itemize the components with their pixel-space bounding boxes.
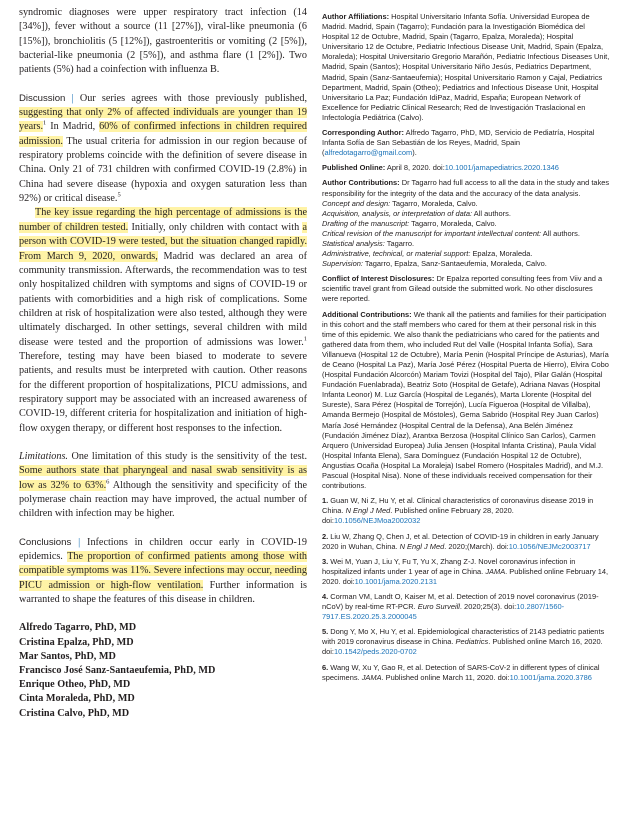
conclusions-highlight: The proportion of confirmed patients among those with compatible symptoms was 11%. Severe infections may occur, needing PICU admission or high-flow ventilation. bbox=[19, 551, 307, 591]
published-label: Published Online: bbox=[322, 163, 386, 173]
corresponding-text: Alfredo Tagarro, PhD, MD, Servicio de Pediatría, Hospital Infanta Sofía de San Sebastián de los Reyes, Madrid, Spain ( bbox=[322, 128, 595, 158]
discussion-separator: | bbox=[71, 92, 74, 104]
reference-item bbox=[322, 663, 610, 683]
conflict-label: Conflict of Interest Disclosures: bbox=[322, 274, 435, 284]
contribution-item bbox=[322, 229, 610, 239]
testing-highlight-2: a person with COVID-19 were tested, but the situation changed rapidly. From March 9, 2020, onwards, bbox=[19, 221, 308, 262]
contribution-names: All authors. bbox=[541, 228, 580, 238]
contribution-names: Epalza, Moraleda. bbox=[470, 249, 533, 259]
conclusions-heading: Conclusions bbox=[19, 536, 72, 548]
author-name: Enrique Otheo, PhD, MD bbox=[19, 679, 131, 691]
testing-highlight-1: The key issue regarding the high percentage of admissions is the number of children tested. bbox=[19, 207, 307, 233]
reference-journal: N Engl J Med bbox=[345, 506, 391, 516]
limitations-highlight: Some authors state that pharyngeal and nasal swab sensitivity is as low as 32% to 63%. bbox=[19, 465, 307, 491]
reference-list bbox=[322, 496, 610, 683]
contributions-label: Author Contributions: bbox=[322, 178, 400, 188]
affiliations-text: Hospital Universitario Infanta Sofía. Universidad Europea de Madrid. Madrid, Spain (Tagarro); Fundación para la Investigación Biomédica del Hospital 12 de Octubre, Madrid, Spain (Tagarro, Epalza, Moraleda); Hospital Universitario 12 de Octubre, Pediatric Infectious Disease Unit, Madrid, Spain (Epalza, Moraleda); Hospital Universitario Gregorio Marañón, Pediatric Infectious Diseases Unit, Madrid, Spain (Santos); Hospital Universitario Niño Jesús, Pediatrics Department, Madrid, Spain (Sanz-Santaeufemia); Hospital Universitario Ramon y Cajal, Pediatrics Department, Madrid, Spain (Otheo); Pediatrics and Infectious Disease Unit, Hospital Universitario La Paz; Fundación IdiPaz, Madrid, España; European Network of Excellence for Pediatric Clinical Research; Red de Investigación Traslacional en Infectología Pediátrica (Calvo). bbox=[322, 12, 610, 122]
author-affiliations bbox=[322, 12, 610, 123]
corresponding-author bbox=[322, 128, 610, 158]
author-name: Francisco José Sanz-Santaeufemia, PhD, MD bbox=[19, 665, 216, 677]
reference-number: 4. bbox=[322, 591, 329, 601]
citation-sup: 1 bbox=[43, 120, 47, 128]
reference-text: Corman VM, Landt O, Kaiser M, et al. Detection of 2019 novel coronavirus (2019-nCoV) by real-time RT-PCR. bbox=[322, 591, 599, 612]
contribution-role: Acquisition, analysis, or interpretation of data: bbox=[322, 208, 473, 218]
limitations-text-2: Although the sensitivity and specificity of the polymerase chain reaction may have improved, the actual number of children with infection may be higher. bbox=[19, 479, 308, 520]
additional-label: Additional Contributions: bbox=[322, 309, 412, 319]
reference-number: 3. bbox=[322, 556, 329, 566]
contribution-item bbox=[322, 249, 610, 259]
author-name: Mar Santos, PhD, MD bbox=[19, 650, 116, 662]
reference-item bbox=[322, 627, 610, 657]
reference-item bbox=[322, 496, 610, 526]
reference-item bbox=[322, 592, 610, 622]
reference-journal: Euro Surveill bbox=[417, 602, 460, 612]
author-contributions bbox=[322, 178, 610, 269]
reference-text: . Published online March 11, 2020. doi: bbox=[381, 672, 510, 682]
contribution-item bbox=[322, 199, 610, 209]
contribution-role: Administrative, technical, or material support: bbox=[322, 249, 471, 259]
reference-journal: JAMA bbox=[361, 672, 382, 682]
testing-paragraph bbox=[19, 206, 307, 436]
additional-contributions bbox=[322, 310, 610, 492]
reference-text: Guan W, Ni Z, Hu Y, et al. Clinical characteristics of coronavirus disease 2019 in China. bbox=[322, 496, 594, 516]
discussion-highlight-1: suggesting that only 2% of affected individuals are younger than 19 years. bbox=[19, 107, 307, 133]
testing-text-2: Madrid was declared an area of community transmission. Afterwards, the recommendation was to test only hospitalized children with symptoms and signs of COVID-19 or patients with comorbidities and a high risk of complications. Some children at risk of hospitalization were also tested, although they were ultimately discharged. In other settings, several children with mild disease were tested and the proportion of admissions was lower. bbox=[19, 250, 308, 348]
citation-sup: 6 bbox=[106, 478, 110, 486]
contribution-item bbox=[322, 259, 610, 269]
reference-doi-link[interactable]: 10.1056/NEJMoa2002032 bbox=[334, 516, 421, 526]
discussion-highlight-2: 60% of confirmed infections in children required admission. bbox=[19, 121, 307, 147]
conflict-disclosures bbox=[322, 274, 610, 304]
contribution-names: All authors. bbox=[472, 208, 511, 218]
reference-doi-link[interactable]: 10.1056/NEJMc2003717 bbox=[508, 541, 591, 551]
contribution-role: Supervision: bbox=[322, 259, 363, 269]
reference-doi-link[interactable]: 10.1001/jama.2020.3786 bbox=[509, 672, 592, 682]
limitations-heading: Limitations. bbox=[19, 450, 68, 462]
published-text: April 8, 2020. doi: bbox=[385, 163, 445, 173]
author-name: Cinta Moraleda, PhD, MD bbox=[19, 693, 135, 705]
contribution-role: Concept and design: bbox=[322, 198, 391, 208]
reference-item bbox=[322, 557, 610, 587]
conflict-text: Dr Epalza reported consulting fees from Viiv and a scientific travel grant from Gilead outside the submitted work. No other disclosures were reported. bbox=[322, 274, 603, 304]
affiliations-label: Author Affiliations: bbox=[322, 12, 390, 21]
reference-text: . Published online February 28, 2020. doi: bbox=[322, 506, 514, 526]
conclusions-paragraph bbox=[19, 536, 307, 608]
testing-text-3: Therefore, testing may have been biased to moderate to severe patients, and results must be interpreted with caution. Other reasons for the different proportion of hospitalizations, PICU admissions, and respiratory support may be associated with an increased awareness of COVID-19, different criteria for hospitalization and initiation of high-flow oxygen therapy, or different host responses to the infection. bbox=[19, 350, 307, 434]
discussion-text-1: Our series agrees with those previously published, bbox=[73, 92, 308, 104]
reference-text: . 2020;25(3). doi: bbox=[459, 602, 517, 612]
reference-text: . Published online March 16, 2020. doi: bbox=[322, 637, 603, 657]
reference-item bbox=[322, 532, 610, 552]
limitations-text-1: One limitation of this study is the sensitivity of the test. bbox=[67, 450, 307, 462]
contribution-role: Statistical analysis: bbox=[322, 238, 385, 248]
author-name: Alfredo Tagarro, PhD, MD bbox=[19, 622, 137, 634]
reference-number: 6. bbox=[322, 662, 329, 672]
additional-text: We thank all the patients and families for their participation in this cohort and the staff members who cared for them at their personal risk in this time of this epidemic. We also thank the pediatricians who cared for the patients and gathered data from them, who included Rut del Valle (Hospital Infanta Sofía), Sara Villanueva (Hospital 12 de Octubre), María Penin (Hospital Príncipe de Asturias), María de Ceano (Hospital La Paz), María José Pérez (Hospital Puerta de Hierro), Elvira Cobo (Hospital Fundación Alcorcón) Mariam Tovizi (Hospital del Tajo), Pilar Galán (Hospital Fundación Fuenlabrada), Beatriz Soto (Hospital de Getafe), Adriana Navas (Hospital Infanta Leonor) M. Luz García (Hospital de Leganés), Marta Llorente (Hospital del Sureste), Sara Pérez (Hospital de Torrejón), Lucía Figueroa (Hospital de Villalba), Amanda Bermejo (Hospital de Móstoles), Gema Sabrido (Hospital Rey Juan Carlos) María José Hernández (Hospital Central de la Defensa), Ana Belén Jiménez (Fundación Jiménez Díaz), Arantxa Berzosa (Hospital Clínico San Carlos), Carmen Arquero (Universidad Europea) Julia Jensen (Hospital Infanta Cristina), Paula Vidal (Hospital Infanta Elena), Sara Domínguez (Fundación Hospital 12 de Octubre), Angustias Ocaña (Hospital La Moraleja) Isabel Romero (Hospitales Madrid), and M.J. Pascual (Hospital Nisa). None of these individuals received compensation for their contributions. bbox=[322, 309, 609, 491]
left-column bbox=[19, 6, 307, 721]
discussion-text-3: The usual criteria for admission in our region because of respiratory problems coincide with the definition of severe disease in China. Only 21 of 731 children with confirmed COVID-19 (2.8%) in China had severe disease (hypoxia and oxygen saturation less than 92%) or critical disease. bbox=[19, 135, 307, 205]
reference-number: 5. bbox=[322, 627, 329, 637]
reference-number: 2. bbox=[322, 531, 329, 541]
conclusions-text-1: Infections in children occur early in COVID-19 epidemics. bbox=[19, 536, 308, 563]
published-online bbox=[322, 163, 610, 173]
reference-text: . 2020;(March). doi: bbox=[444, 541, 509, 551]
citation-sup: 5 bbox=[117, 191, 121, 199]
reference-text: Wang W, Xu Y, Gao R, et al. Detection of SARS-CoV-2 in different types of clinical specimens. bbox=[322, 662, 600, 682]
reference-text: Liu W, Zhang Q, Chen J, et al. Detection of COVID-19 in children in early January 2020 in Wuhan, China. bbox=[322, 531, 599, 551]
contribution-item bbox=[322, 219, 610, 229]
citation-sup: 1 bbox=[303, 335, 307, 343]
contribution-names: Tagarro, Moraleda, Calvo. bbox=[409, 218, 497, 228]
reference-journal: Pediatrics bbox=[455, 637, 489, 647]
author-name: Cristina Epalza, PhD, MD bbox=[19, 636, 134, 648]
right-column bbox=[322, 12, 610, 688]
discussion-paragraph bbox=[19, 92, 307, 207]
contribution-role: Drafting of the manuscript: bbox=[322, 218, 410, 228]
conclusions-text-2: Further information is warranted to shape the features of this disease in children. bbox=[19, 579, 307, 606]
reference-text: Dong Y, Mo X, Hu Y, et al. Epidemiological characteristics of 2143 pediatric patients with 2019 coronavirus disease in China. bbox=[322, 627, 605, 647]
limitations-paragraph bbox=[19, 450, 307, 522]
reference-text: . Published online February 14, 2020. doi: bbox=[322, 566, 609, 586]
discussion-heading: Discussion bbox=[19, 92, 66, 104]
reference-journal: N Engl J Med bbox=[399, 541, 445, 551]
testing-text-1: Initially, only children with contact with bbox=[128, 221, 303, 233]
corresponding-label: Corresponding Author: bbox=[322, 128, 404, 138]
conclusions-separator: | bbox=[78, 536, 81, 548]
reference-journal: JAMA bbox=[485, 566, 506, 576]
reference-doi-link[interactable]: 10.2807/1560-7917.ES.2020.25.3.2000045 bbox=[322, 602, 565, 622]
reference-text: Wei M, Yuan J, Liu Y, Fu T, Yu X, Zhang Z-J. Novel coronavirus infection in hospitalized infants under 1 year of age in China. bbox=[322, 556, 576, 576]
reference-number: 1. bbox=[322, 496, 329, 506]
contribution-names: Tagarro, Moraleda, Calvo. bbox=[390, 198, 478, 208]
doi-link[interactable]: 10.1001/jamapediatrics.2020.1346 bbox=[444, 163, 559, 173]
corresponding-end: ). bbox=[412, 148, 417, 158]
author-name: Cristina Calvo, PhD, MD bbox=[19, 707, 130, 719]
contribution-item bbox=[322, 239, 610, 249]
contribution-names: Tagarro, Epalza, Sanz-Santaeufemia, Moraleda, Calvo. bbox=[362, 259, 547, 269]
contribution-item bbox=[322, 209, 610, 219]
intro-paragraph: syndromic diagnoses were upper respiratory tract infection (14 [34%]), fever without a source (11 [27%]), viral-like pneumonia (6 [15%]), bronchiolitis (5 [12%]), gastroenteritis or vomiting (2 [5%]), bacterial-like pneumonia (2 [5%]), and asthma flare (1 [2%]). Two patients (5%) had a coinfection with influenza B. bbox=[19, 7, 307, 76]
contribution-role: Critical revision of the manuscript for important intellectual content: bbox=[322, 228, 542, 238]
contributions-text: Dr Tagarro had full access to all the data in the study and takes responsibility for the integrity of the data and the accuracy of the data analysis. bbox=[322, 178, 610, 198]
reference-doi-link[interactable]: 10.1542/peds.2020-0702 bbox=[334, 647, 417, 657]
contribution-names: Tagarro. bbox=[384, 238, 415, 248]
email-link[interactable]: alfredotagarro@gmail.com bbox=[324, 148, 413, 158]
discussion-text-2: In Madrid, bbox=[46, 121, 100, 133]
author-list bbox=[19, 621, 307, 720]
reference-doi-link[interactable]: 10.1001/jama.2020.2131 bbox=[354, 576, 437, 586]
